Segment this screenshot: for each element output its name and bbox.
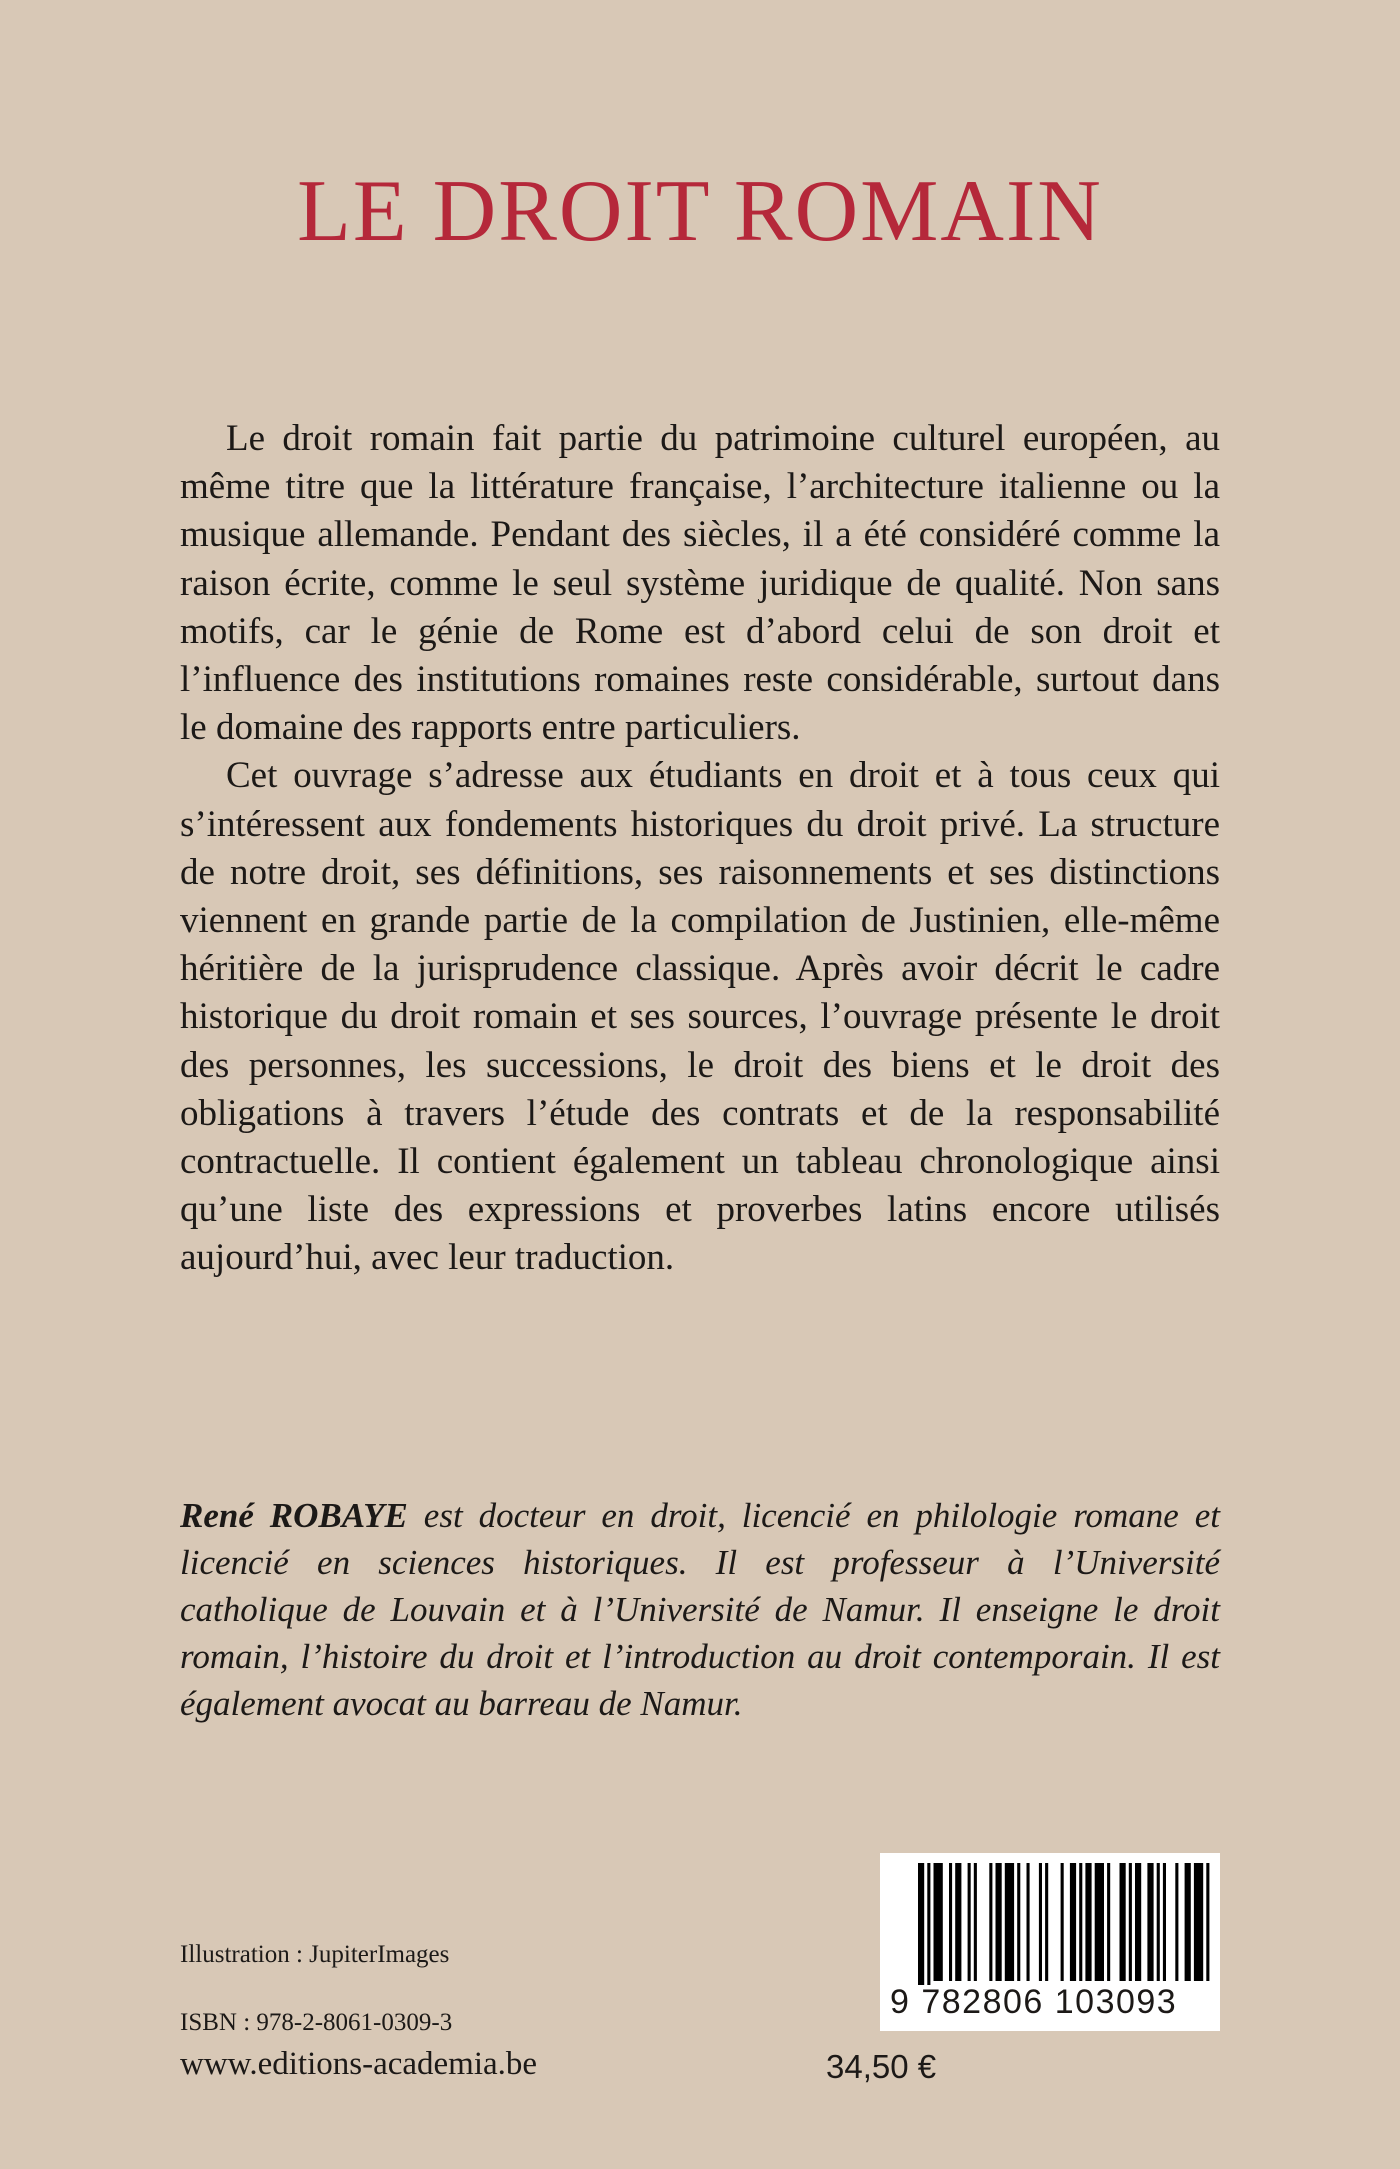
barcode: [880, 1853, 1220, 2031]
back-cover-description: [180, 415, 1220, 1283]
barcode-bar: [927, 1863, 930, 1985]
barcode-bar: [1061, 1863, 1064, 1981]
description-paragraph-2: Cet ouvrage s’adresse aux étudiants en droit et à tous ceux qui s’intéressent aux fondements historiques du droit privé. La structure de notre droit, ses définitions, ses raisonnements et ses distinctions viennent en grande partie de la compilation de Justinien, elle-même héritière de la jurisprudence classique. Après avoir décrit le cadre historique du droit romain et ses sources, l’ouvrage présente le droit des personnes, les successions, le droit des biens et le droit des obligations à travers l’étude des contrats et de la responsabilité contractuelle. Il contient également un tableau chronologique ainsi qu’une liste des expressions et proverbes latins encore utilisés aujourd’hui, avec leur traduction.: [180, 755, 1220, 1279]
barcode-bar: [1045, 1863, 1048, 1981]
book-title: LE DROIT ROMAIN: [297, 163, 1103, 260]
barcode-bar: [1027, 1863, 1030, 1981]
barcode-bar: [1095, 1863, 1104, 1981]
barcode-bar: [1157, 1863, 1160, 1981]
barcode-bar: [1206, 1863, 1209, 1981]
barcode-bar: [1017, 1863, 1020, 1981]
barcode-bar: [1175, 1863, 1178, 1981]
barcode-bar: [1147, 1863, 1153, 1981]
barcode-bar: [1129, 1863, 1132, 1981]
barcode-bars: [880, 1853, 1220, 1985]
barcode-bar: [918, 1863, 924, 1985]
barcode-bar: [1079, 1863, 1082, 1981]
barcode-bar: [974, 1863, 977, 1981]
barcode-bar: [1120, 1863, 1126, 1981]
barcode-bar: [1185, 1863, 1191, 1981]
description-paragraph-1: Le droit romain fait partie du patrimoine culturel européen, au même titre que la littérature française, l’architecture italienne ou la musique allemande. Pendant des siècles, il a été considéré comme la raison écrite, comme le seul système juridique de qualité. Non sans motifs, car le génie de Rome est d’abord celui de son droit et l’influence des institutions romaines reste considérable, surtout dans le domaine des rapports entre particuliers.: [180, 418, 1220, 749]
barcode-bar: [1039, 1863, 1042, 1981]
barcode-bar: [1135, 1863, 1141, 1981]
barcode-bar: [1005, 1863, 1014, 1981]
barcode-bar: [996, 1863, 1002, 1981]
barcode-bar: [949, 1863, 952, 1981]
barcode-bar: [968, 1863, 971, 1981]
barcode-bar: [934, 1863, 943, 1981]
barcode-bar: [989, 1863, 992, 1981]
barcode-bar: [1070, 1863, 1076, 1981]
barcode-bar: [1085, 1863, 1091, 1981]
author-name: René ROBAYE: [180, 1496, 408, 1535]
illustration-credit: Illustration : JupiterImages: [180, 1941, 450, 1968]
barcode-digits: 9 782806 103093: [890, 1983, 1178, 2021]
price: 34,50 €: [826, 2048, 937, 2085]
barcode-bar: [955, 1863, 961, 1981]
isbn: ISBN : 978-2-8061-0309-3: [180, 2009, 453, 2036]
barcode-bar: [1107, 1863, 1110, 1981]
author-bio-text: est docteur en droit, licencié en philologie romane et licencié en sciences historiques. Il est professeur à l’Université catholique de Louvain et à l’Université de Namur. Il enseigne le droit romain, l’histoire du droit et l’introduction au droit contemporain. Il est également avocat au barreau de Namur.: [180, 1496, 1220, 1723]
publisher-website: www.editions-academia.be: [180, 2046, 538, 2082]
barcode-bar: [1163, 1863, 1166, 1981]
barcode-bar: [1194, 1863, 1203, 1981]
author-bio: [180, 1492, 1220, 1727]
